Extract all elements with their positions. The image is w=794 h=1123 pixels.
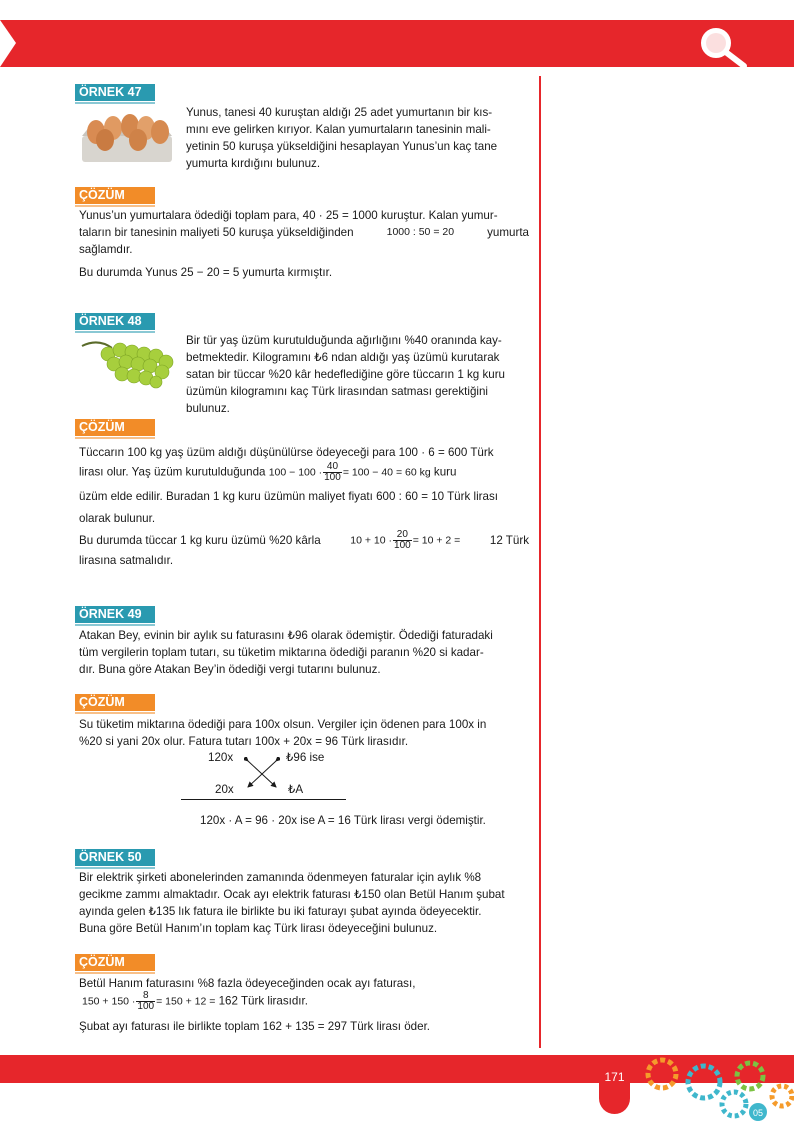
header-bar (0, 20, 794, 67)
solution-math: 100 − 100 · (268, 466, 323, 479)
question-line: bulunuz. (186, 402, 230, 415)
example-50-question (79, 869, 529, 937)
solution-math: = 150 + 12 = (156, 995, 216, 1008)
eggs-image (80, 106, 174, 164)
solution-47-line (79, 224, 529, 241)
solution-48-line: üzüm elde edilir. Buradan 1 kg kuru üzümün maliyet fiyatı 600 : 60 = 10 Türk lirası (79, 490, 498, 503)
diagram-top-right: ₺96 ise (286, 751, 325, 764)
header-notch (0, 20, 16, 67)
diagram-rule (181, 799, 346, 800)
solution-48-line: Tüccarın 100 kg yaş üzüm aldığı düşünülürse ödeyeceği para 100 · 6 = 600 Türk (79, 446, 494, 459)
fraction (323, 462, 342, 483)
solution-text: yumurta (487, 226, 529, 239)
solution-47-line: sağlamdır. (79, 243, 133, 256)
question-line: yetinin 50 kuruşa yükseldiğini hesaplayan Yunus’un kaç tane (186, 140, 498, 153)
question-line: tüm vergilerin toplam tutarı, su tüketim miktarına ödediği paranın %20 si kadar- (79, 646, 484, 659)
cross-multiply-arrows (244, 757, 280, 791)
diagram-bottom-left: 20x (215, 783, 234, 796)
solution-text: Bu durumda tüccar 1 kg kuru üzümü %20 kârla (79, 534, 321, 547)
solution-50-result: Şubat ayı faturası ile birlikte toplam 162 + 135 = 297 Türk lirası öder. (79, 1020, 431, 1033)
solution-49-result: 120x · A = 96 · 20x ise A = 16 Türk lirası vergi ödemiştir. (200, 814, 486, 827)
solution-text: 162 Türk lirasıdır. (218, 994, 308, 1008)
question-line: ayında gelen ₺135 lık fatura ile birlikte bu iki faturayı şubat ayında ödeyecektir. (79, 905, 482, 918)
question-line: üzümün kilogramını kaç Türk lirasından satması gerektiğini (186, 385, 488, 398)
magnifier-icon (696, 25, 752, 69)
question-line: betmektedir. Kilogramını ₺6 ndan aldığı yaş üzümü kurutarak (186, 351, 500, 364)
solution-49-line: Su tüketim miktarına ödediği para 100x olsun. Vergiler için ödenen para 100x in (79, 718, 487, 731)
fraction-denominator: 100 (394, 540, 411, 551)
example-48-label: ÖRNEK 48 (75, 313, 155, 330)
question-line: Buna göre Betül Hanım’ın toplam kaç Türk lirası ödeyeceğini bulunuz. (79, 922, 438, 935)
solution-48-line: olarak bulunur. (79, 512, 156, 525)
solution-math: 1000 : 50 = 20 (386, 226, 455, 238)
example-47-label: ÖRNEK 47 (75, 84, 155, 101)
example-48-question (186, 332, 529, 417)
example-49-label: ÖRNEK 49 (75, 606, 155, 623)
page-number: 171 (599, 1055, 630, 1114)
fraction-denominator: 100 (137, 1001, 155, 1012)
example-49-question (79, 627, 529, 678)
fraction-denominator: 100 (324, 472, 341, 483)
solution-text: kuru (433, 465, 457, 479)
solution-50-line (82, 991, 308, 1012)
question-line: Bir tür yaş üzüm kurutulduğunda ağırlığını %40 oranında kay- (186, 334, 502, 347)
solution-math: = 100 − 40 = 60 kg (342, 466, 431, 479)
fraction-numerator: 20 (393, 530, 412, 541)
fraction (393, 530, 412, 551)
question-line: dır. Buna göre Atakan Bey’in ödediği vergi tutarını bulunuz. (79, 663, 381, 676)
column-divider (539, 76, 541, 1048)
question-line: Atakan Bey, evinin bir aylık su faturasını ₺96 olarak ödemiştir. Ödediği faturadaki (79, 629, 493, 642)
fraction-numerator: 40 (323, 462, 342, 473)
solution-48-line (79, 530, 529, 551)
solution-math: 150 + 150 · (82, 995, 136, 1008)
solution-text: 12 Türk (489, 534, 529, 547)
fraction-numerator: 8 (136, 991, 155, 1002)
question-line: mını eve gelirken kırıyor. Kalan yumurtaların tanesinin mali- (186, 123, 491, 136)
grapes-image (78, 334, 178, 394)
solution-text: taların bir tanesinin maliyeti 50 kuruşa yükseldiğinden (79, 226, 354, 239)
solution-text: lirası olur. Yaş üzüm kurutulduğunda (79, 465, 266, 479)
solution-50-label: ÇÖZÜM (75, 954, 155, 971)
example-47-question (186, 104, 529, 172)
example-50-label: ÖRNEK 50 (75, 849, 155, 866)
question-line: Yunus, tanesi 40 kuruştan aldığı 25 adet yumurtanın bir kıs- (186, 106, 493, 119)
solution-47-result: Bu durumda Yunus 25 − 20 = 5 yumurta kırmıştır. (79, 266, 333, 279)
badge-number: 05 (752, 1108, 764, 1118)
diagram-top-left: 120x (208, 751, 234, 764)
solution-48-line: lirasına satmalıdır. (79, 554, 174, 567)
solution-48-label: ÇÖZÜM (75, 419, 155, 436)
solution-47-label: ÇÖZÜM (75, 187, 155, 204)
diagram-bottom-right: ₺A (288, 783, 304, 796)
solution-math: = 10 + 2 = (412, 534, 461, 547)
fraction (136, 991, 155, 1012)
question-line: yumurta kırdığını bulunuz. (186, 157, 321, 170)
solution-47-line: Yunus’un yumurtalara ödediği toplam para, 40 · 25 = 1000 kuruştur. Kalan yumur- (79, 209, 498, 222)
solution-50-line: Betül Hanım faturasını %8 fazla ödeyeceğinden ocak ayı faturası, (79, 977, 416, 990)
solution-49-line: %20 si yani 20x olur. Fatura tutarı 100x + 20x = 96 Türk lirasıdır. (79, 735, 409, 748)
solution-48-line (79, 462, 456, 483)
solution-49-label: ÇÖZÜM (75, 694, 155, 711)
question-line: Bir elektrik şirketi abonelerinden zamanında ödenmeyen faturalar için aylık %8 (79, 871, 482, 884)
solution-math: 10 + 10 · (350, 534, 393, 547)
gears-decoration (632, 1052, 794, 1123)
question-line: satan bir tüccar %20 kâr hedeflediğine göre tüccarın 1 kg kuru (186, 368, 506, 381)
question-line: gecikme zammı almaktadır. Ocak ayı elektrik faturası ₺150 olan Betül Hanım şubat (79, 888, 505, 901)
